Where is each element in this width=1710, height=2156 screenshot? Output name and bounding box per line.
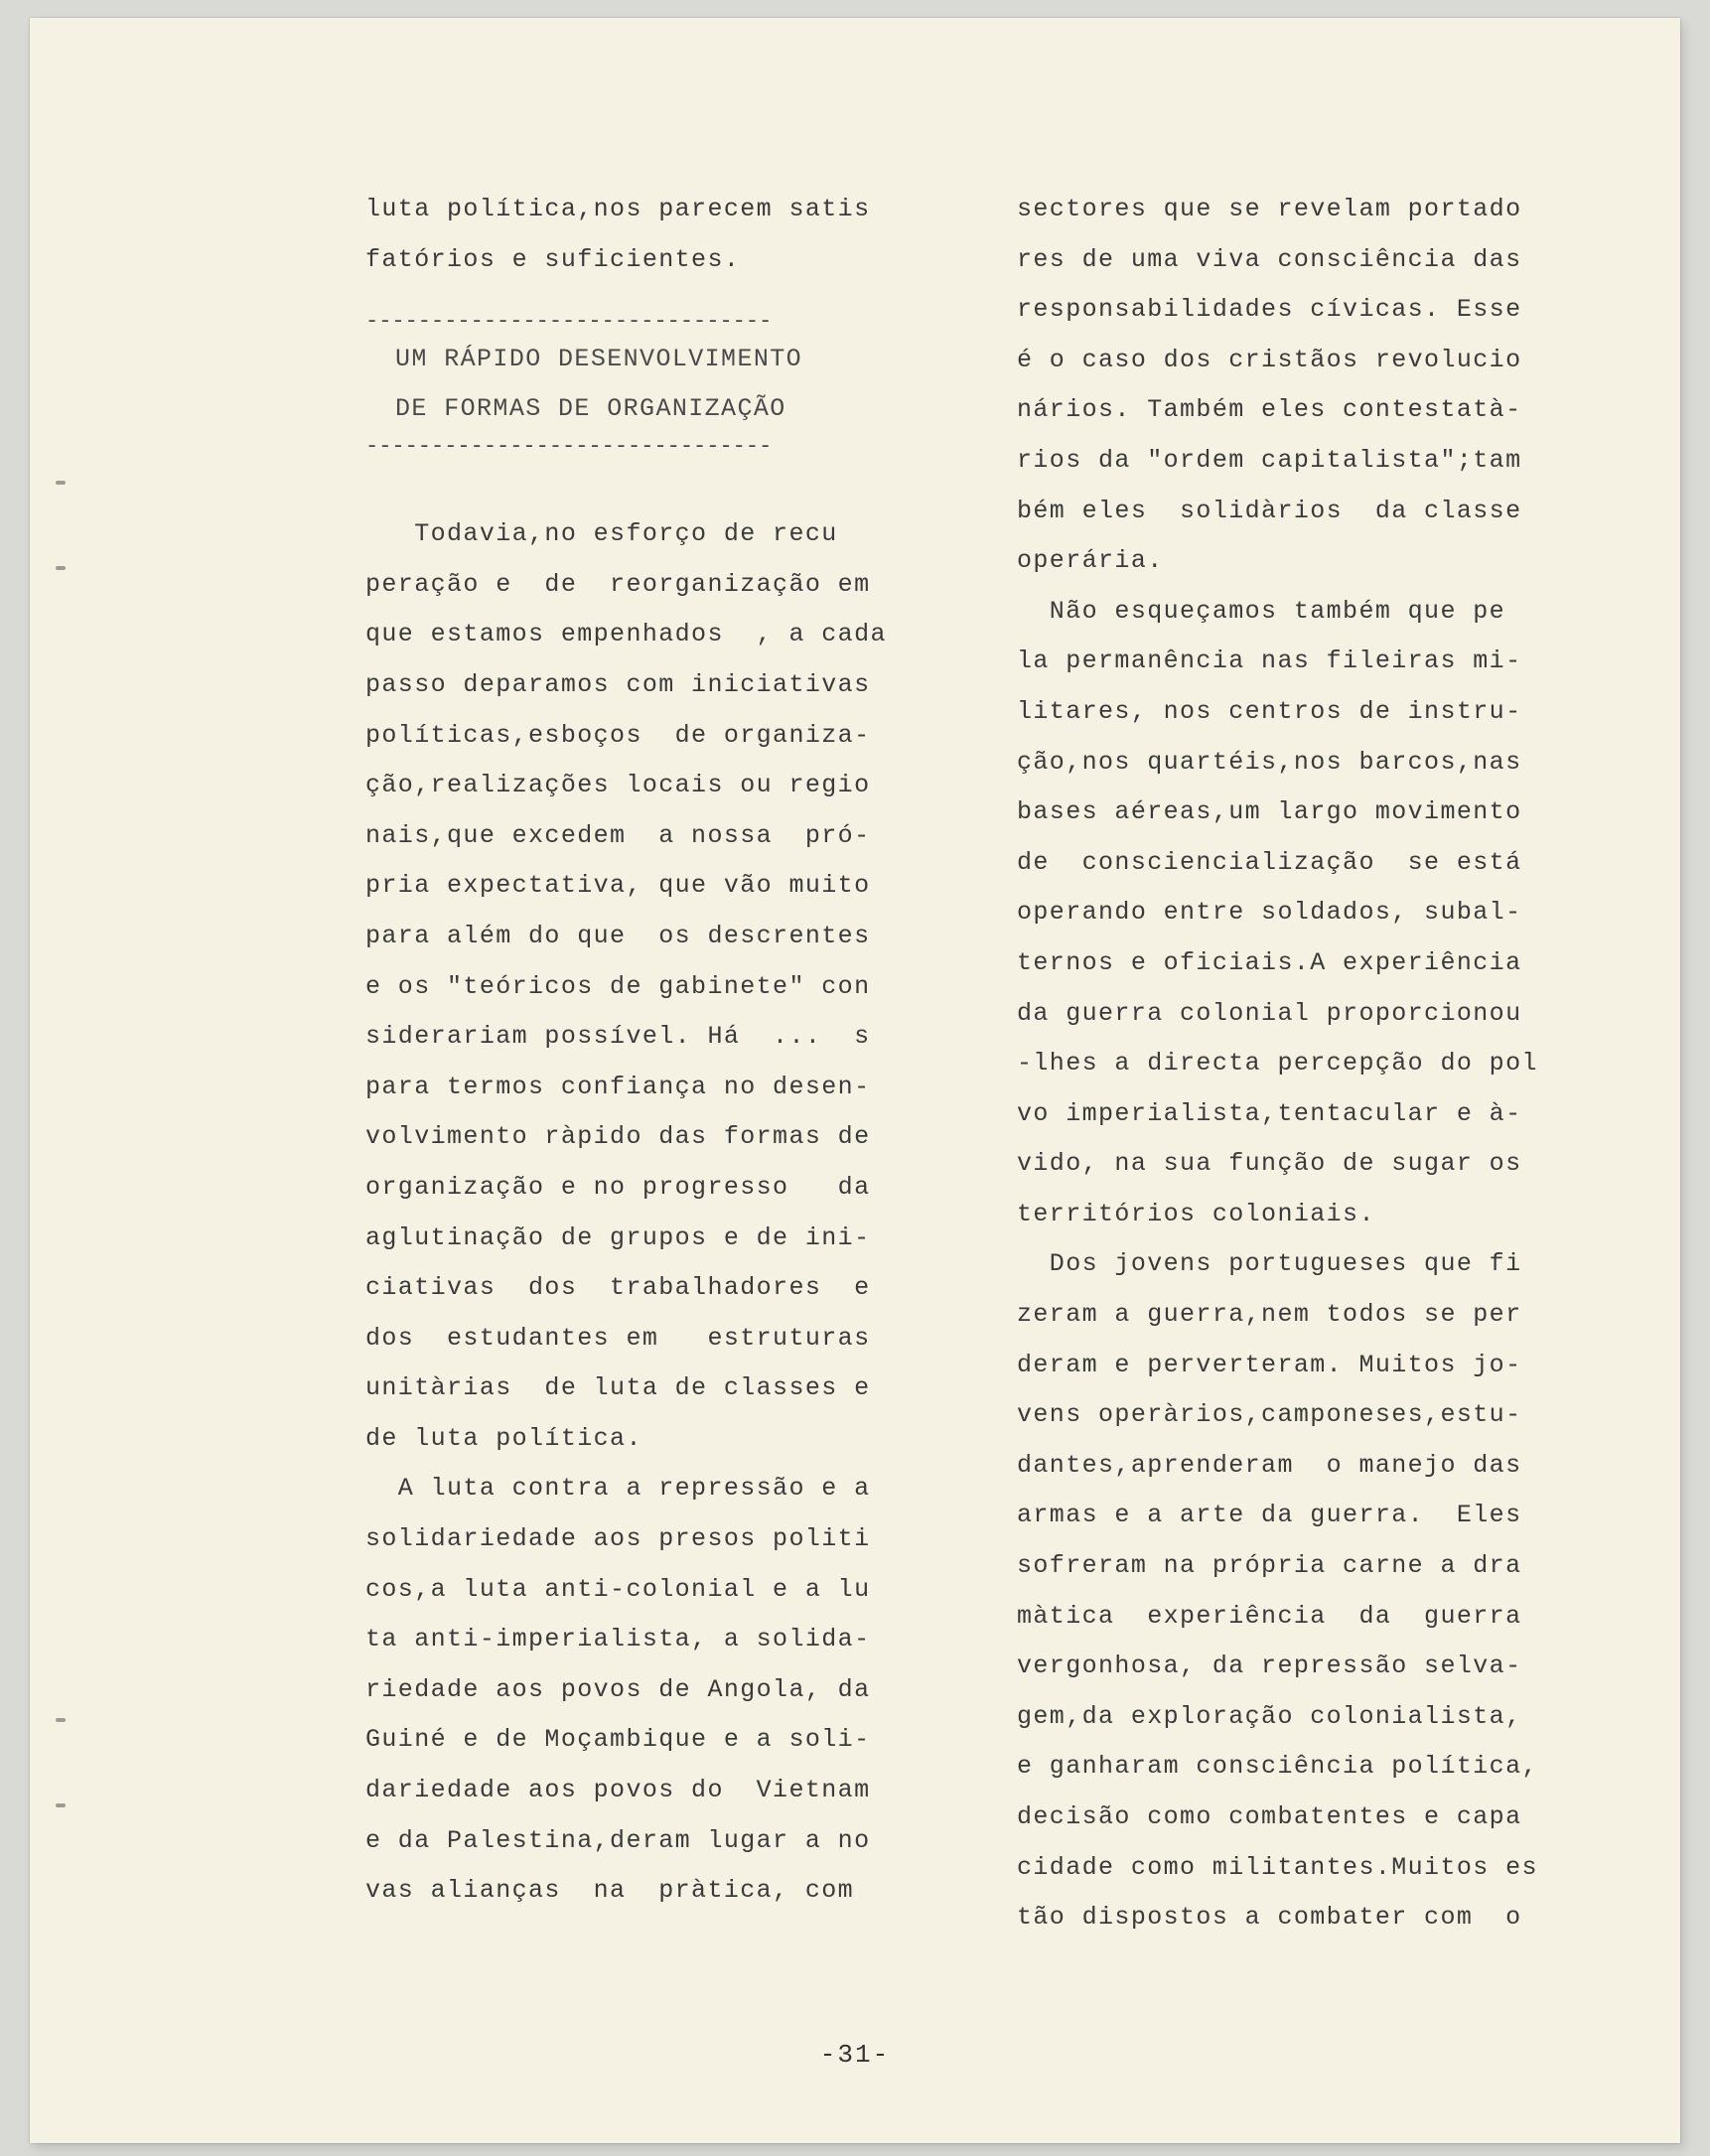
text-line: bém eles solidàrios da classe — [1017, 496, 1522, 525]
text-line: peração e de reorganização em — [365, 569, 871, 599]
text-line: Todavia,no esforço de recu — [365, 519, 838, 549]
paragraph — [365, 509, 961, 1464]
punch-hole-mark — [56, 1803, 66, 1807]
text-line: vido, na sua função de sugar os — [1017, 1149, 1522, 1179]
text-line: passo deparamos com iniciativas — [365, 669, 871, 699]
text-line: fatórios e suficientes. — [365, 244, 741, 274]
text-line: ção,realizações locais ou regio — [365, 771, 871, 800]
text-line: zeram a guerra,nem todos se per — [1017, 1300, 1522, 1330]
text-line: Dos jovens portugueses que fi — [1017, 1249, 1522, 1279]
text-line: rios da "ordem capitalista";tam — [1017, 445, 1522, 475]
text-line: luta política,nos parecem satis — [365, 195, 871, 223]
text-line: dos estudantes em estruturas — [365, 1323, 871, 1353]
text-line: A luta contra a repressão e a — [365, 1474, 871, 1504]
text-line: Não esqueçamos também que pe — [1017, 596, 1506, 626]
text-line: e ganharam consciência política, — [1017, 1752, 1538, 1782]
text-line: pria expectativa, que vão muito — [365, 871, 871, 901]
intro-text — [365, 185, 961, 285]
text-line: aglutinação de grupos e de ini- — [365, 1222, 871, 1252]
text-line: sectores que se revelam portado — [1017, 195, 1522, 223]
page-number: -31- — [819, 2040, 891, 2070]
text-line: vens operàrios,camponeses,estu- — [1017, 1400, 1522, 1430]
text-line: volvimento ràpido das formas de — [365, 1122, 871, 1152]
text-line: bases aéreas,um largo movimento — [1017, 797, 1522, 827]
text-line: ta anti-imperialista, a solida- — [365, 1625, 871, 1654]
text-line: la permanência nas fileiras mi- — [1017, 647, 1522, 676]
text-line: organização e no progresso da — [365, 1172, 871, 1202]
punch-hole-mark — [56, 566, 66, 570]
text-line: cos,a luta anti-colonial e a lu — [365, 1574, 871, 1604]
text-line: riedade aos povos de Angola, da — [365, 1674, 871, 1704]
text-line: da guerra colonial proporcionou — [1017, 998, 1522, 1028]
text-line: vas alianças na pràtica, com — [365, 1876, 855, 1906]
text-line: e da Palestina,deram lugar a no — [365, 1825, 871, 1855]
text-line: que estamos empenhados , a cada — [365, 620, 887, 649]
text-line: solidariedade aos presos politi — [365, 1524, 871, 1554]
section-heading — [365, 309, 862, 460]
text-line: armas e a arte da guerra. Eles — [1017, 1501, 1522, 1530]
text-line: gem,da exploração colonialista, — [1017, 1701, 1522, 1731]
text-line: nários. Também eles contestatà- — [1017, 395, 1522, 425]
heading-line-1: UM RÁPIDO DESENVOLVIMENTO — [395, 345, 803, 374]
paragraph — [1017, 185, 1613, 587]
right-column — [1017, 185, 1613, 1943]
text-line: cidade como militantes.Muitos es — [1017, 1852, 1538, 1882]
text-line: vergonhosa, da repressão selva- — [1017, 1652, 1522, 1681]
text-line: -lhes a directa percepção do pol — [1017, 1049, 1538, 1078]
text-line: responsabilidades cívicas. Esse — [1017, 295, 1522, 325]
text-line: deram e perverteram. Muitos jo- — [1017, 1350, 1522, 1379]
text-line: màtica experiência da guerra — [1017, 1601, 1522, 1631]
paragraph — [365, 1464, 961, 1916]
text-line: vo imperialista,tentacular e à- — [1017, 1098, 1522, 1128]
text-line: políticas,esboços de organiza- — [365, 720, 871, 750]
text-line: tão dispostos a combater com o — [1017, 1903, 1522, 1933]
text-line: decisão como combatentes e capa — [1017, 1802, 1522, 1831]
text-line: para além do que os descrentes — [365, 921, 871, 950]
text-line: operando entre soldados, subal- — [1017, 898, 1522, 928]
paragraph — [1017, 1239, 1613, 1942]
text-line: dariedade aos povos do Vietnam — [365, 1776, 871, 1805]
text-line: unitàrias de luta de classes e — [365, 1373, 871, 1403]
text-line: e os "teóricos de gabinete" con — [365, 971, 871, 1001]
text-line: dantes,aprenderam o manejo das — [1017, 1450, 1522, 1480]
text-line: siderariam possível. Há ... s — [365, 1022, 871, 1052]
text-line: para termos confiança no desen- — [365, 1072, 871, 1101]
text-line: ciativas dos trabalhadores e — [365, 1273, 871, 1303]
document-page — [30, 18, 1680, 2143]
text-line: res de uma viva consciência das — [1017, 244, 1522, 274]
punch-hole-mark — [56, 481, 66, 485]
punch-hole-mark — [56, 1718, 66, 1722]
heading-rule-top: ------------------------------- — [365, 309, 773, 335]
text-line: de consciencialização se está — [1017, 847, 1522, 877]
text-line: ção,nos quartéis,nos barcos,nas — [1017, 747, 1522, 777]
paragraph — [1017, 587, 1613, 1240]
text-line: nais,que excedem a nossa pró- — [365, 820, 871, 850]
text-line: Guiné e de Moçambique e a soli- — [365, 1725, 871, 1755]
text-line: sofreram na própria carne a dra — [1017, 1551, 1522, 1581]
left-column — [365, 185, 961, 1917]
text-line: ternos e oficiais.A experiência — [1017, 947, 1522, 977]
heading-rule-bottom: ------------------------------- — [365, 434, 773, 460]
text-line: territórios coloniais. — [1017, 1199, 1375, 1228]
text-line: litares, nos centros de instru- — [1017, 696, 1522, 726]
heading-line-2: DE FORMAS DE ORGANIZAÇÃO — [395, 394, 786, 424]
text-line: operária. — [1017, 546, 1164, 576]
text-line: de luta política. — [365, 1423, 642, 1453]
text-line: é o caso dos cristãos revolucio — [1017, 345, 1522, 374]
